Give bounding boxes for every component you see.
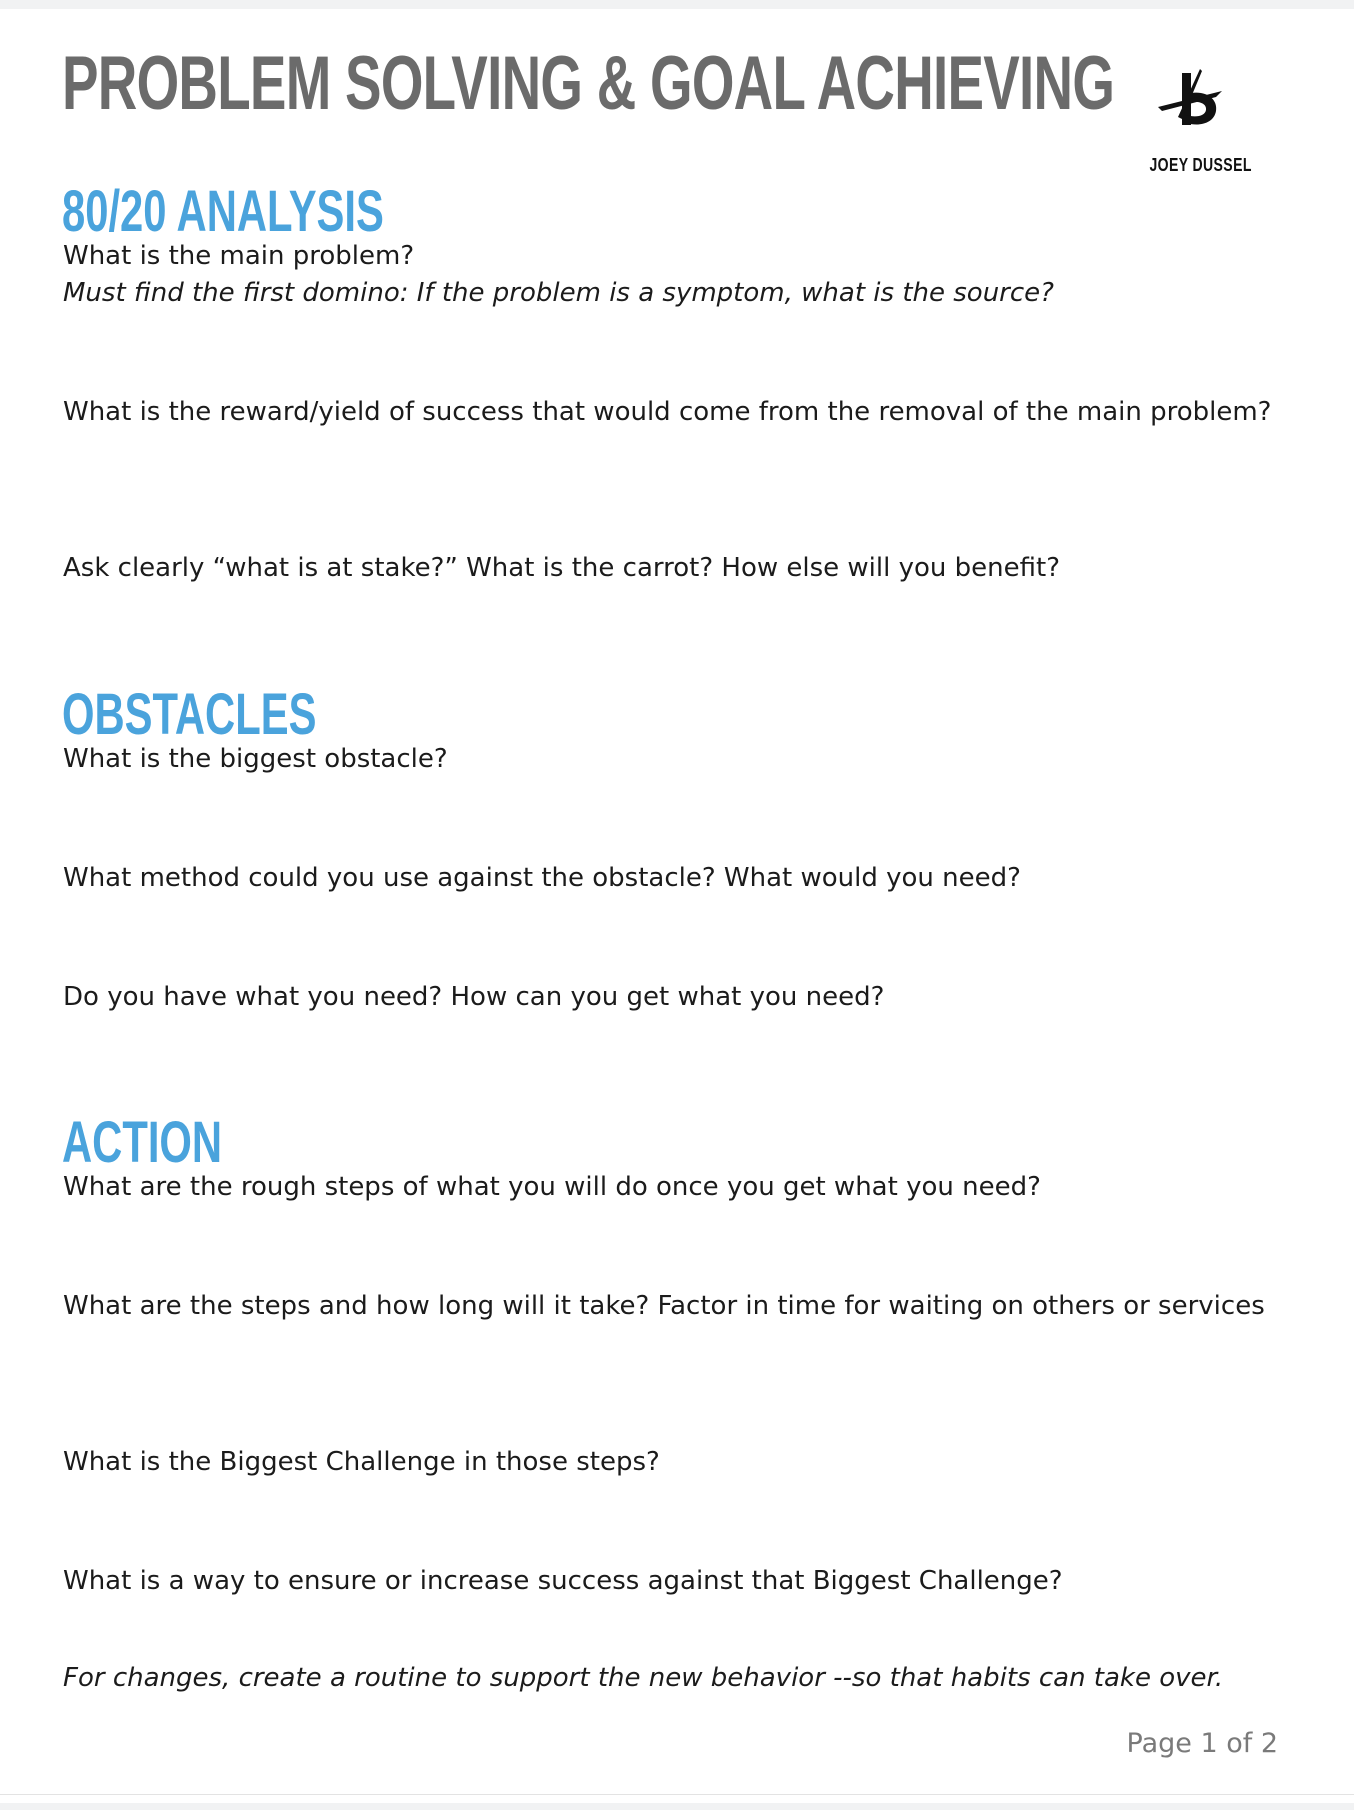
question-what-is-at-stake: Ask clearly “what is at stake?” What is the carrot? How else will you benefit? [63,553,1060,583]
question-ensure-success: What is a way to ensure or increase success against that Biggest Challenge? [63,1566,1063,1596]
question-steps-how-long: What are the steps and how long will it take? Factor in time for waiting on others or services [63,1291,1265,1321]
logo-name: JOEY DUSSEL [1149,155,1252,175]
jd-monogram-icon [1156,67,1224,135]
question-biggest-challenge: What is the Biggest Challenge in those steps? [63,1447,660,1477]
question-have-what-you-need: Do you have what you need? How can you get what you need? [63,982,885,1012]
page-number: Page 1 of 2 [1126,1728,1278,1759]
section-heading-action: ACTION [62,1110,223,1175]
page-bottom-divider [0,1794,1354,1795]
document-title: PROBLEM SOLVING & GOAL ACHIEVING [62,41,1115,126]
question-method-against-obstacle: What method could you use against the obstacle? What would you need? [63,863,1021,893]
question-main-problem: What is the main problem? [63,241,415,271]
note-first-domino: Must find the first domino: If the problem is a symptom, what is the source? [63,278,1054,308]
section-heading-80-20-analysis: 80/20 ANALYSIS [62,179,384,244]
question-rough-steps: What are the rough steps of what you will do once you get what you need? [63,1172,1041,1202]
document-page [0,9,1354,1803]
note-create-routine: For changes, create a routine to support the new behavior --so that habits can take over. [63,1663,1224,1693]
logo [1138,67,1252,179]
question-reward-yield: What is the reward/yield of success that would come from the removal of the main problem? [63,397,1272,427]
section-heading-obstacles: OBSTACLES [62,682,317,747]
question-biggest-obstacle: What is the biggest obstacle? [63,744,448,774]
